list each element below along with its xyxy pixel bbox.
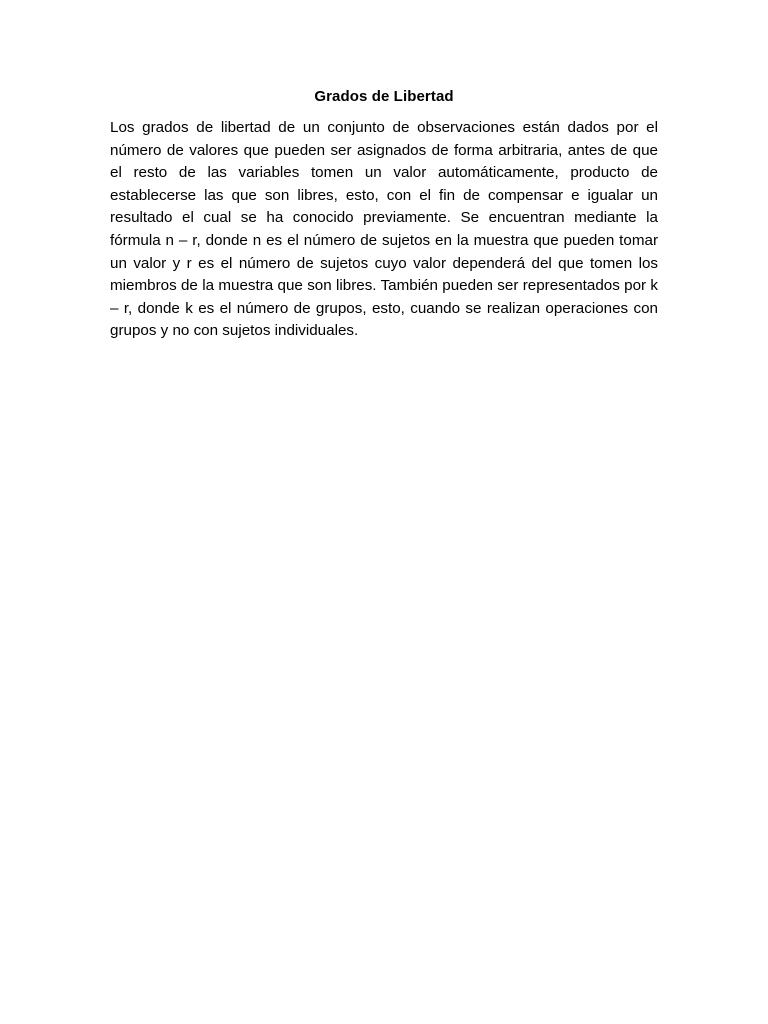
document-title: Grados de Libertad	[314, 88, 454, 105]
body-paragraph: Los grados de libertad de un conjunto de observaciones están dados por el número de valores que pueden ser asignados de forma arbitraria, antes de que el resto de las variables tomen un valor automáticamente, producto de establecerse las que son libres, esto, con el fin de compensar e igualar un resultado el cual se ha conocido previamente. Se encuentran mediante la fórmula n – r, donde n es el número de sujetos en la muestra que pueden tomar un valor y r es el número de sujetos cuyo valor dependerá del que tomen los miembros de la muestra que son libres. También pueden ser representados por k – r, donde k es el número de grupos, esto, cuando se realizan operaciones con grupos y no con sujetos individuales.	[110, 119, 658, 340]
